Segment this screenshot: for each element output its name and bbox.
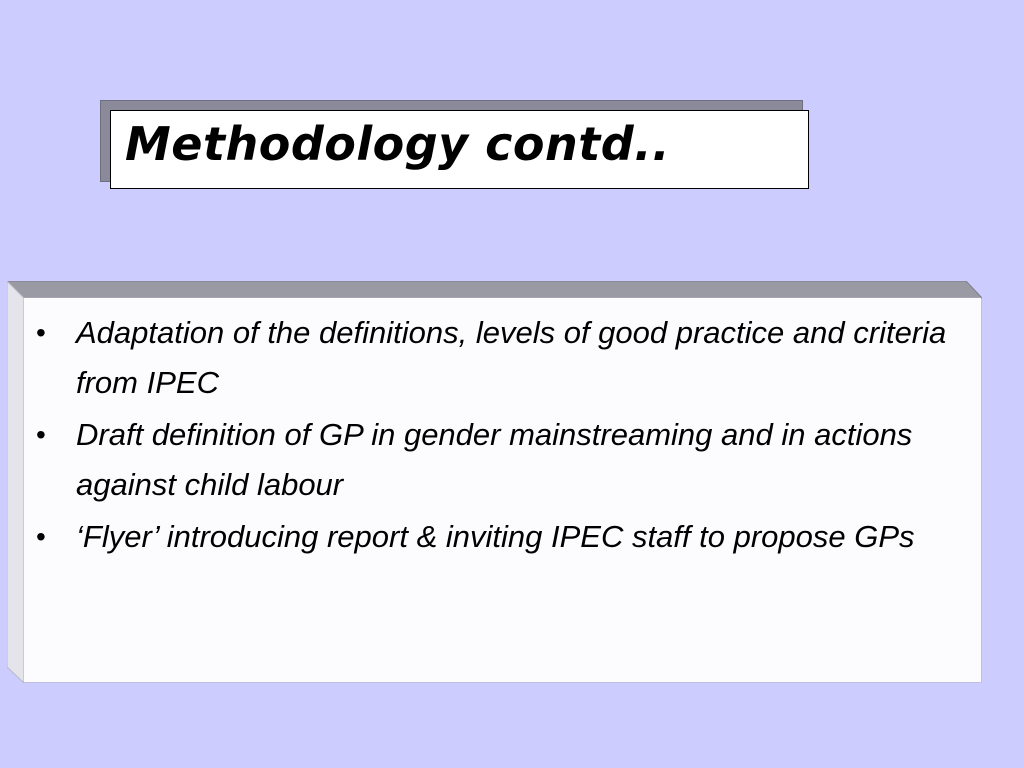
title-box <box>110 110 809 189</box>
bullet-text: Draft definition of GP in gender mainstreaming and in actions against child labour <box>76 417 913 502</box>
bullet-item <box>34 410 979 510</box>
bullet-item <box>34 512 979 562</box>
bullet-list <box>34 308 979 564</box>
bullet-text: ‘Flyer’ introducing report & inviting IPEC staff to propose GPs <box>76 519 915 554</box>
bullet-icon: • <box>36 317 46 348</box>
slide-title: Methodology contd.. <box>125 117 671 171</box>
bullet-icon: • <box>36 419 46 450</box>
bullet-item <box>34 308 979 408</box>
bullet-text: Adaptation of the definitions, levels of good practice and criteria from IPEC <box>76 315 947 400</box>
bullet-icon: • <box>36 521 46 552</box>
